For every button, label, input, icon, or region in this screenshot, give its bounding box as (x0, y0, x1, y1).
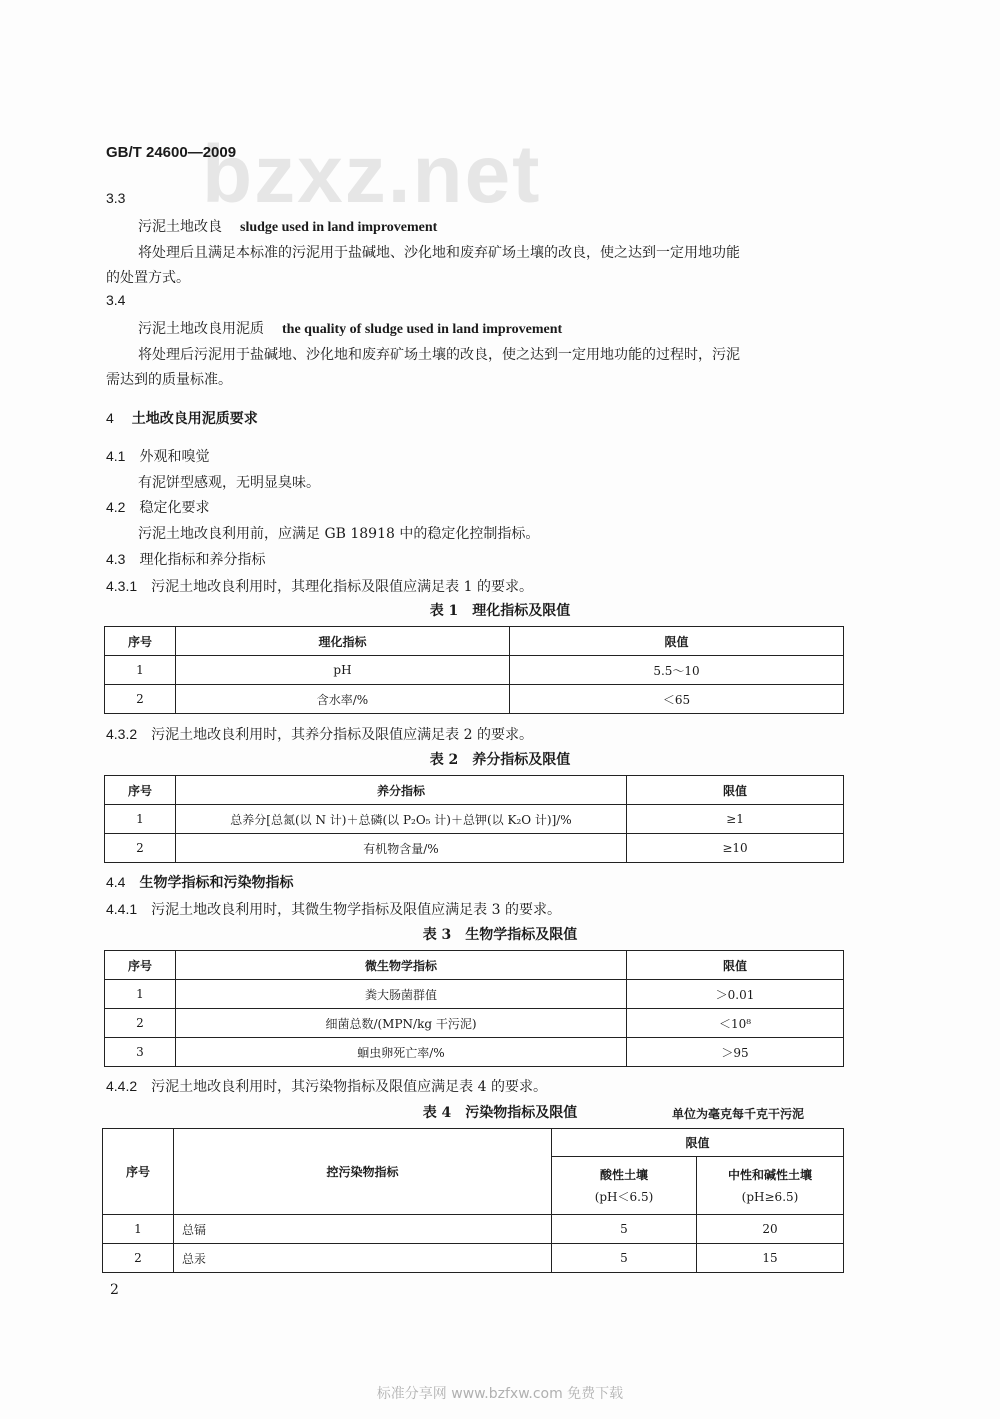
term-cn: 污泥土地改良用泥质 (138, 321, 264, 337)
table-cell: 20 (697, 1215, 844, 1244)
header-neutral-ph: (pH≥6.5) (741, 1189, 799, 1204)
term-entry (138, 216, 437, 236)
table-biological (104, 950, 844, 1067)
standard-code: GB/T 24600—2009 (106, 144, 237, 161)
table-physicochemical (104, 626, 844, 714)
table-cell: ＜10⁸ (627, 1009, 844, 1038)
heading-title: 外观和嗅觉 (139, 449, 210, 465)
heading-title: 稳定化要求 (139, 500, 210, 516)
term-en: sludge used in land improvement (240, 220, 438, 235)
clause-body: 污泥土地改良利用时，其污染物指标及限值应满足表 4 的要求。 (151, 1079, 547, 1095)
table-row (105, 656, 844, 685)
section-number: 3.3 (106, 190, 126, 206)
footer-watermark: 标准分享网 www.bzfxw.com 免费下载 (376, 1386, 624, 1402)
heading-title: 生物学指标和污染物指标 (139, 875, 294, 891)
table-header-cell: 限值 (627, 951, 844, 980)
table-header-cell: 限值 (552, 1129, 844, 1157)
clause-text (106, 724, 533, 744)
clause-body: 污泥土地改良利用时，其微生物学指标及限值应满足表 3 的要求。 (151, 902, 561, 918)
body-text: 有泥饼型感观，无明显臭味。 (138, 475, 320, 491)
table-cell: 总养分[总氮(以 N 计)＋总磷(以 P₂O₅ 计)＋总钾(以 K₂O 计)]/% (176, 805, 627, 834)
table-row (105, 685, 844, 714)
table-cell: 有机物含量/% (176, 834, 627, 863)
table-title: 表 1 理化指标及限值 (429, 603, 571, 619)
table-header-cell: 养分指标 (176, 776, 627, 805)
clause-text (106, 1076, 547, 1096)
header-neutral-soil: 中性和碱性土壤 (727, 1167, 812, 1182)
heading-number: 4 (106, 410, 114, 426)
clause-body: 污泥土地改良利用时，其养分指标及限值应满足表 2 的要求。 (151, 727, 533, 743)
chapter-heading (106, 408, 258, 428)
term-entry (138, 318, 562, 338)
table-cell: 5 (552, 1244, 697, 1273)
table-header-cell: 限值 (627, 776, 844, 805)
unit-note: 单位为毫克每千克干污泥 (672, 1107, 805, 1121)
table-header-cell: 控污染物指标 (174, 1129, 552, 1215)
table-header-cell: 限值 (510, 627, 844, 656)
table-cell: 1 (105, 980, 176, 1009)
table-cell: 1 (105, 656, 176, 685)
table-row (105, 1009, 844, 1038)
table-cell: 2 (105, 685, 176, 714)
heading-number: 4.1 (106, 448, 126, 464)
term-en: the quality of sludge used in land improvement (282, 322, 563, 337)
table-title: 表 4 污染物指标及限值 (422, 1105, 578, 1121)
subsection-heading (106, 872, 293, 892)
table-cell: 3 (105, 1038, 176, 1067)
heading-title: 理化指标和养分指标 (139, 552, 266, 568)
table-row (105, 834, 844, 863)
table-title: 表 2 养分指标及限值 (429, 752, 571, 768)
table-row (105, 1038, 844, 1067)
table-cell: 细菌总数/(MPN/kg 干污泥) (176, 1009, 627, 1038)
clause-number: 4.3.1 (106, 578, 138, 594)
term-cn: 污泥土地改良 (138, 219, 222, 235)
heading-number: 4.3 (106, 551, 126, 567)
table-cell: 2 (105, 834, 176, 863)
table-header-cell (697, 1157, 844, 1215)
definition-text: 的处置方式。 (106, 270, 190, 286)
body-text: 污泥土地改良利用前，应满足 GB 18918 中的稳定化控制指标。 (138, 526, 540, 542)
table-row (105, 980, 844, 1009)
table-cell: 蛔虫卵死亡率/% (176, 1038, 627, 1067)
clause-text (106, 576, 533, 596)
table-nutrients (104, 775, 844, 863)
heading-number: 4.4 (106, 874, 126, 890)
table-row (105, 805, 844, 834)
table-cell: 5.5～10 (510, 656, 844, 685)
table-cell: ≥1 (627, 805, 844, 834)
watermark-logo: bzxz.net (202, 129, 542, 220)
table-cell: ＞95 (627, 1038, 844, 1067)
subsection-heading (106, 446, 209, 466)
table-cell: 1 (103, 1215, 174, 1244)
table-cell: ＞0.01 (627, 980, 844, 1009)
subsection-heading (106, 497, 209, 517)
table-cell: 粪大肠菌群值 (176, 980, 627, 1009)
page-number: 2 (110, 1282, 119, 1298)
table-header-cell: 序号 (105, 951, 176, 980)
table-header-cell: 序号 (105, 776, 176, 805)
table-cell: ≥10 (627, 834, 844, 863)
section-number: 3.4 (106, 292, 126, 308)
heading-number: 4.2 (106, 499, 126, 515)
table-title: 表 3 生物学指标及限值 (422, 927, 578, 943)
header-acid-soil: 酸性土壤 (599, 1167, 648, 1182)
table-cell: 2 (105, 1009, 176, 1038)
table-row (103, 1215, 844, 1244)
header-acid-ph: (pH＜6.5) (594, 1189, 654, 1204)
definition-text: 需达到的质量标准。 (106, 372, 232, 388)
table-header-cell (552, 1157, 697, 1215)
definition-text: 将处理后污泥用于盐碱地、沙化地和废弃矿场土壤的改良，使之达到一定用地功能的过程时，污泥 (138, 347, 740, 363)
table-pollutants (102, 1128, 844, 1273)
table-row (103, 1244, 844, 1273)
table-cell: 2 (103, 1244, 174, 1273)
table-cell: 1 (105, 805, 176, 834)
table-cell: 总镉 (174, 1215, 552, 1244)
subsection-heading (106, 549, 265, 569)
table-header-cell: 序号 (103, 1129, 174, 1215)
clause-number: 4.4.2 (106, 1078, 138, 1094)
clause-body: 污泥土地改良利用时，其理化指标及限值应满足表 1 的要求。 (151, 579, 533, 595)
table-cell: 5 (552, 1215, 697, 1244)
clause-number: 4.3.2 (106, 726, 138, 742)
clause-text (106, 899, 561, 919)
heading-title: 土地改良用泥质要求 (131, 411, 258, 427)
definition-text: 将处理后且满足本标准的污泥用于盐碱地、沙化地和废弃矿场土壤的改良，使之达到一定用地功能 (138, 245, 740, 261)
table-cell: 15 (697, 1244, 844, 1273)
table-cell: 含水率/% (176, 685, 510, 714)
table-header-cell: 微生物学指标 (176, 951, 627, 980)
table-cell: pH (176, 656, 510, 685)
table-cell: 总汞 (174, 1244, 552, 1273)
table-header-cell: 序号 (105, 627, 176, 656)
table-header-cell: 理化指标 (176, 627, 510, 656)
clause-number: 4.4.1 (106, 901, 138, 917)
table-cell: ＜65 (510, 685, 844, 714)
